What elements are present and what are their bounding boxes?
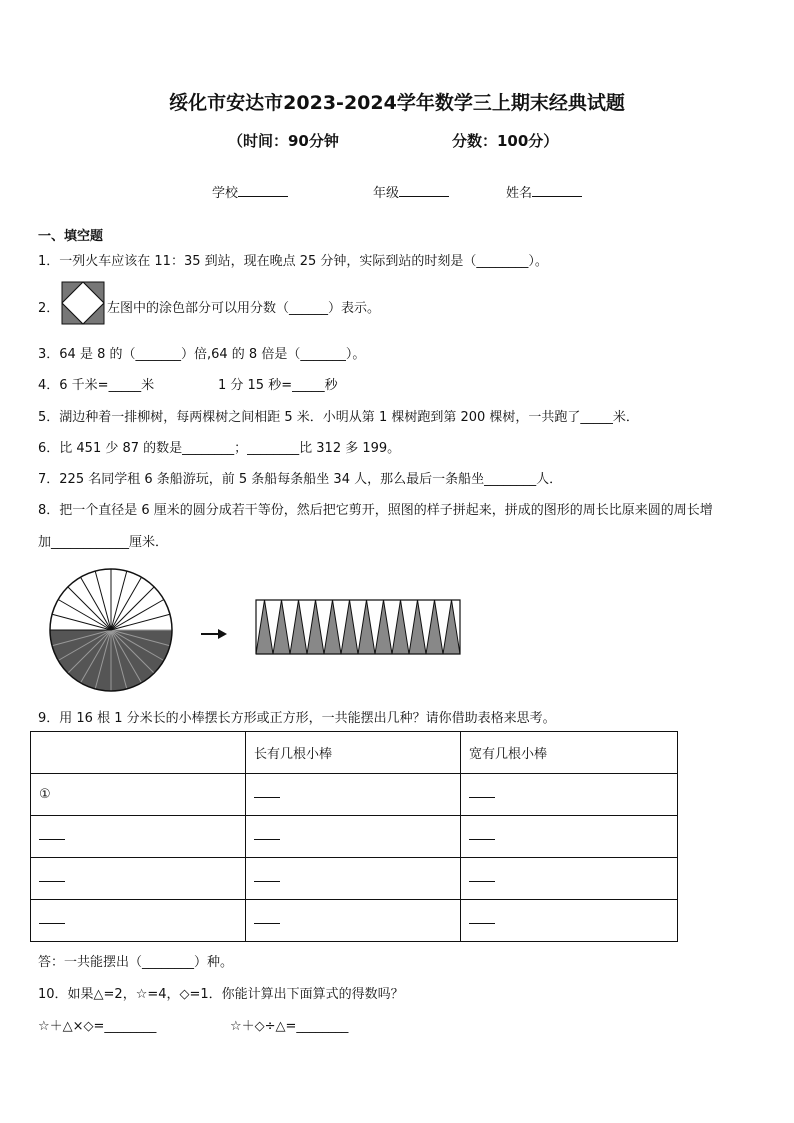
- school-field: [212, 182, 288, 201]
- table-blank-cell[interactable]: [246, 774, 461, 816]
- grade-field: [373, 182, 449, 201]
- question-6: 6．比 451 少 87 的数是________；________比 312 多 199。: [38, 441, 401, 456]
- divided-circle-figure: [44, 568, 178, 694]
- table-blank-cell[interactable]: [31, 900, 246, 942]
- question-2: 左图中的涂色部分可以用分数（______）表示。: [107, 301, 381, 316]
- rearranged-sectors-figure: [254, 596, 464, 658]
- question-10b: ☆＋◇÷△=________: [230, 1019, 349, 1034]
- name-field: [506, 182, 582, 201]
- table-header-row: [31, 732, 678, 774]
- question-8-line1: 8．把一个直径是 6 厘米的圆分成若干等份，然后把它剪开，照图的样子拼起来，拼成的图形的周长比原来圆的周长增: [38, 503, 713, 518]
- fraction-square-icon: [61, 281, 105, 325]
- question-7: 7．225 名同学租 6 条船游玩，前 5 条船每条船坐 34 人，那么最后一条船坐________人．: [38, 472, 563, 487]
- table-blank-cell[interactable]: [246, 858, 461, 900]
- question-10: 10．如果△=2，☆=4，◇=1．你能计算出下面算式的得数吗？: [38, 987, 404, 1002]
- table-blank-cell[interactable]: [246, 900, 461, 942]
- name-label: 姓名: [506, 186, 533, 201]
- table-blank-cell[interactable]: [461, 816, 678, 858]
- table-header-cell: [31, 732, 246, 774]
- question-9-answer: 答：一共能摆出（________）种。: [38, 955, 234, 970]
- page-title: 绥化市安达市2023-2024学年数学三上期末经典试题: [169, 92, 625, 114]
- question-3: 3．64 是 8 的（_______）倍,64 的 8 倍是（_______）。: [38, 347, 366, 362]
- table-blank-cell[interactable]: [246, 816, 461, 858]
- table-blank-cell[interactable]: [461, 858, 678, 900]
- table-blank-cell[interactable]: [461, 774, 678, 816]
- question-2-number: 2．: [38, 301, 60, 316]
- question-5: 5．湖边种着一排柳树，每两棵树之间相距 5 米．小明从第 1 棵树跑到第 200 棵树，一共跑了_____米．: [38, 410, 639, 425]
- grade-label: 年级: [373, 186, 400, 201]
- table-header-cell: 宽有几根小棒: [461, 732, 678, 774]
- right-arrow-icon: [200, 627, 228, 641]
- section-title: 一、填空题: [38, 229, 104, 244]
- question-8-line2: 加____________厘米．: [38, 535, 169, 550]
- table-row-index: ①: [31, 774, 246, 816]
- question-4a: 4．6 千米=_____米: [38, 378, 155, 393]
- table-blank-cell[interactable]: [31, 816, 246, 858]
- question-4b: 1 分 15 秒=_____秒: [218, 378, 338, 393]
- table-blank-cell[interactable]: [31, 858, 246, 900]
- table-row: [31, 858, 678, 900]
- question-9: 9．用 16 根 1 分米长的小棒摆长方形或正方形，一共能摆出几种？请你借助表格来思考。: [38, 711, 556, 726]
- table-blank-cell[interactable]: [461, 900, 678, 942]
- question-10a: ☆＋△×◇=________: [38, 1019, 157, 1034]
- school-label: 学校: [212, 186, 239, 201]
- stick-table: [30, 731, 678, 942]
- table-row: [31, 900, 678, 942]
- score-info: 分数：100分）: [452, 132, 559, 150]
- table-row: [31, 774, 678, 816]
- table-header-cell: 长有几根小棒: [246, 732, 461, 774]
- table-row: [31, 816, 678, 858]
- time-info: （时间：90分钟: [228, 132, 339, 150]
- question-1: 1．一列火车应该在 11：35 到站，现在晚点 25 分钟，实际到站的时刻是（________）。: [38, 254, 548, 269]
